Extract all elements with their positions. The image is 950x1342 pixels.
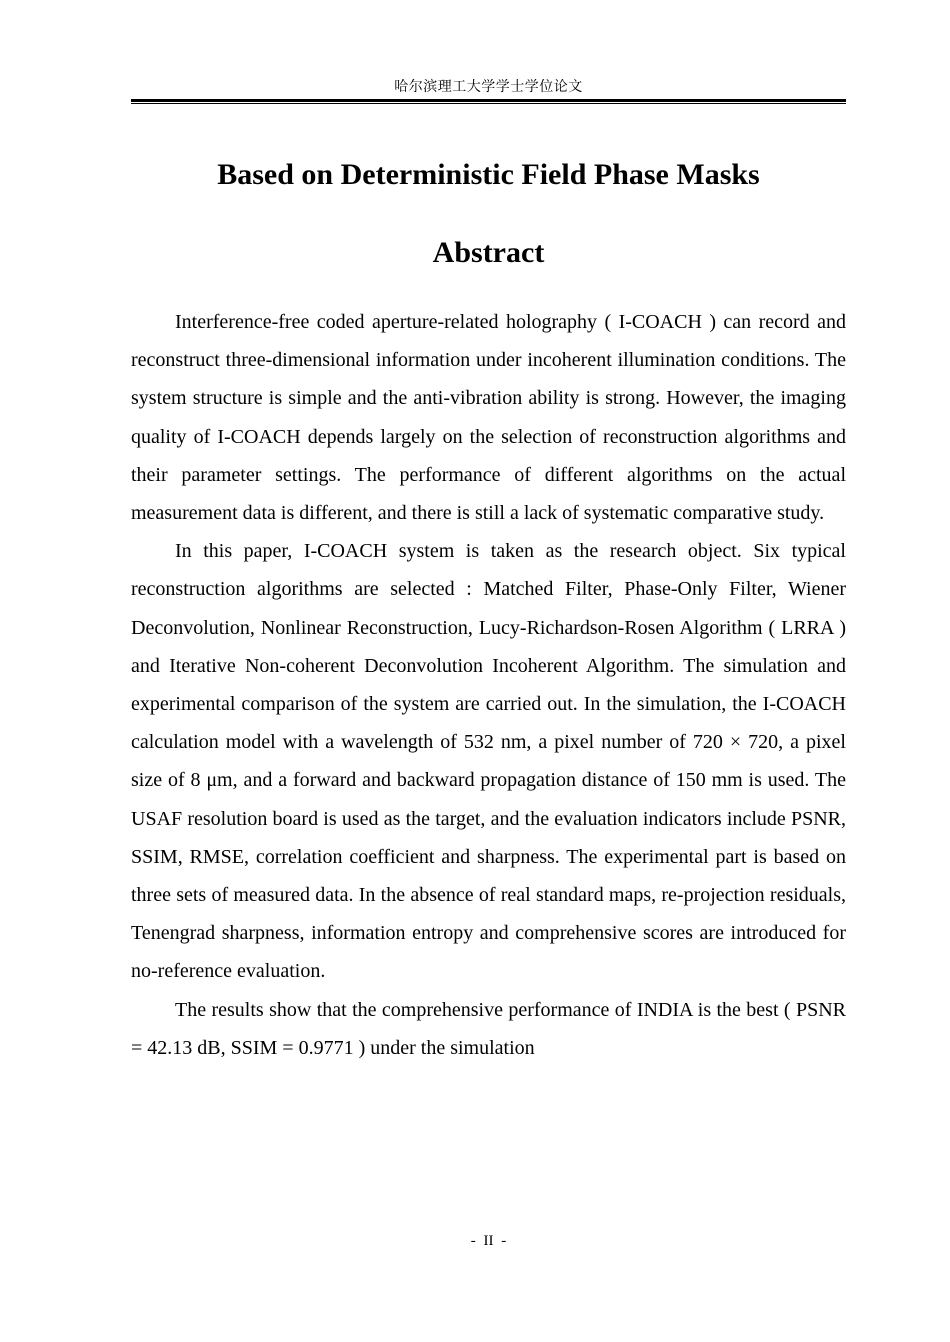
header-rule-thin <box>131 103 846 104</box>
section-heading-abstract: Abstract <box>432 236 545 269</box>
paragraph-3: The results show that the comprehensive performance of INDIA is the best ( PSNR = 42.13 dB, SSIM = 0.9771 ) under the simulation <box>131 998 846 1059</box>
paragraph-1: Interference-free coded aperture-related holography ( I-COACH ) can record and reconstruct three-dimensional information under incoherent illumination conditions. The system structure is simple and the anti-vibration ability is strong. However, the imaging quality of I-COACH depends largely on the selection of reconstruction algorithms and their parameter settings. The performance of different algorithms on the actual measurement data is different, and there is still a lack of systematic comparative study. <box>131 311 846 525</box>
paragraph-2: In this paper, I-COACH system is taken as the research object. Six typical reconstruction algorithms are selected : Matched Filter, Phase-Only Filter, Wiener Deconvolution, Nonlinear Reconstruction, Lucy-Richardson-Rosen Algorithm ( LRRA ) and Iterative Non-coherent Deconvolution Incoherent Algorithm. The simulation and experimental comparison of the system are carried out. In the simulation, the I-COACH calculation model with a wavelength of 532 nm, a pixel number of 720 × 720, a pixel size of 8 μm, and a forward and backward propagation distance of 150 mm is used. The USAF resolution board is used as the target, and the evaluation indicators include PSNR, SSIM, RMSE, correlation coefficient and sharpness. The experimental part is based on three sets of measured data. In the absence of real standard maps, re-projection residuals, Tenengrad sharpness, information entropy and comprehensive scores are introduced for no-reference evaluation. <box>131 540 846 983</box>
header-rule-thick <box>131 99 846 102</box>
running-header: 哈尔滨理工大学学士学位论文 <box>394 80 583 95</box>
abstract-body <box>131 303 846 1067</box>
page-number: - II - <box>470 1233 507 1249</box>
page-title: Based on Deterministic Field Phase Masks <box>217 158 760 191</box>
